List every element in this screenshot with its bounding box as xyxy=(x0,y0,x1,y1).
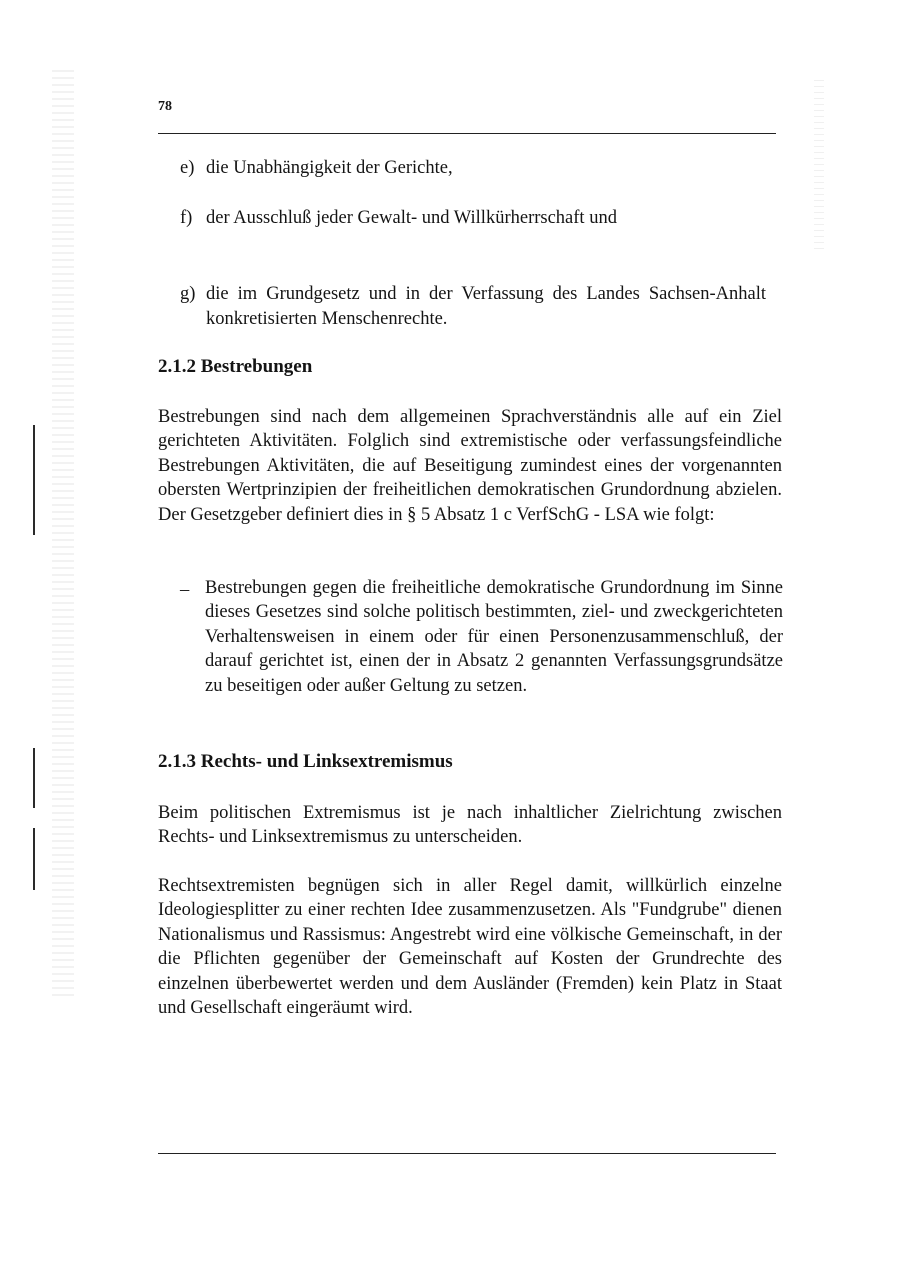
margin-mark xyxy=(33,748,35,808)
section-heading-2-1-2: 2.1.2 Bestrebungen xyxy=(158,356,313,377)
list-item-text: die Unabhängigkeit der Gerichte, xyxy=(206,158,453,178)
list-item-label: g) xyxy=(180,284,196,304)
list-item-text: die im Grundgesetz und in der Verfassung des Landes Sachsen-Anhalt konkretisierten Menschenrechte. xyxy=(206,284,766,329)
margin-mark xyxy=(33,425,35,535)
scan-edge-shadow-left xyxy=(52,70,74,1000)
section-2-1-3-paragraph-2: Rechtsextremisten begnügen sich in aller Regel damit, willkürlich einzelne Ideologiesplitter zu einer rechten Idee zusammenzusetzen. Als "Fundgrube" dienen Nationalismus und Rassismus: Angestrebt wird eine völkische Gemeinschaft, in der die Pflichten gegenüber der Gemeinschaft auf Kosten der Grundrechte des einzelnen überbewertet werden und dem Ausländer (Fremden) kein Platz in Staat und Gesellschaft eingeräumt wird. xyxy=(158,876,782,1019)
law-quote: Bestrebungen gegen die freiheitliche demokratische Grundordnung im Sinne dieses Gesetzes sind solche politisch bestimmten, ziel- und zweckgerichteten Verhaltensweisen in einem oder für einen Personenzusammenschluß, der darauf gerichtet ist, einen der in Absatz 2 genannten Verfassungsgrundsätze zu beseitigen oder außer Geltung zu setzen. xyxy=(205,578,783,696)
section-2-1-3-paragraph-1: Beim politischen Extremismus ist je nach inhaltlicher Zielrichtung zwischen Rechts- und Linksextremismus zu unterscheiden. xyxy=(158,803,782,848)
section-heading-2-1-3: 2.1.3 Rechts- und Linksextremismus xyxy=(158,751,453,772)
margin-mark xyxy=(33,828,35,890)
list-item-text: der Ausschluß jeder Gewalt- und Willkürherrschaft und xyxy=(206,208,617,228)
header-rule xyxy=(158,133,776,134)
list-item-label: e) xyxy=(180,158,195,178)
scan-edge-shadow-right xyxy=(814,80,824,250)
section-2-1-2-paragraph: Bestrebungen sind nach dem allgemeinen Sprachverständnis alle auf ein Ziel gerichteten Aktivitäten. Folglich sind extremistische oder verfassungsfeindliche Bestrebungen Aktivitäten, die auf Beseitigung zumindest eines der vorgenannten obersten Wertprinzipien der freiheitlichen demokratischen Grundordnung abzielen. Der Gesetzgeber definiert dies in § 5 Absatz 1 c VerfSchG - LSA wie folgt: xyxy=(158,407,782,525)
page-number: 78 xyxy=(158,99,172,114)
list-item-label: f) xyxy=(180,208,193,228)
footer-rule xyxy=(158,1153,776,1154)
quote-dash: – xyxy=(180,580,190,600)
